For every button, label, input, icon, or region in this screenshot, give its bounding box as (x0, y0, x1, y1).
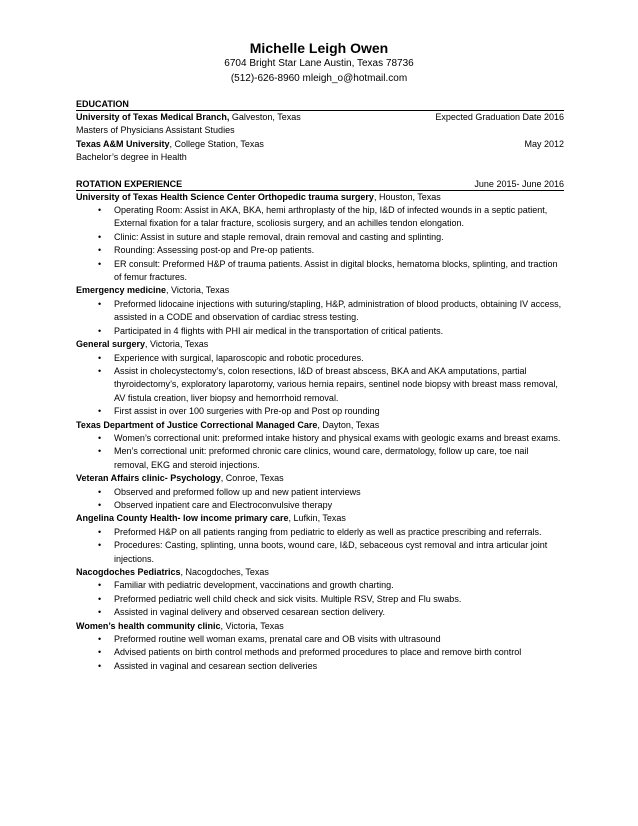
school-location: Galveston, Texas (229, 112, 301, 122)
rotation-title-line (76, 191, 564, 204)
rotation-location: , Houston, Texas (373, 191, 441, 202)
rotation-title-line (76, 419, 564, 432)
education-heading-label: EDUCATION (76, 99, 129, 109)
rotation-title-line (76, 472, 564, 485)
education-date: May 2012 (524, 138, 564, 149)
rotation-entry (76, 284, 564, 338)
rotation-title: Women’s health community clinic (76, 620, 221, 631)
rotation-location: , Conroe, Texas (220, 473, 284, 484)
list-item: • Preformed lidocaine injections with suturing/stapling, H&P, administration of blood products, obtaining IV access, assisted in a CODE and observation of cardiac stress testing. (76, 298, 564, 325)
rotation-bullets (76, 526, 564, 566)
list-item: • Men’s correctional unit: preformed chronic care clinics, wound care, dermatology, follow up care, toe nail removal, EKG and steroid injections. (76, 445, 564, 472)
list-item: • Operating Room: Assist in AKA, BKA, hemi arthroplasty of the hip, I&D of infected wounds in a septic patient, External fixation for a talar fracture, scoliosis surgery, and an achilles tendon elongation. (76, 204, 564, 231)
education-heading (76, 98, 564, 111)
rotation-heading (76, 178, 564, 191)
list-item: • Preformed H&P on all patients ranging from pediatric to elderly as well as practice prescribing and referrals. (76, 526, 564, 539)
list-item: • First assist in over 100 surgeries with Pre-op and Post op rounding (76, 405, 564, 418)
rotation-title: Nacogdoches Pediatrics (76, 567, 181, 577)
rotation-list (76, 191, 564, 674)
list-item: • Observed and preformed follow up and new patient interviews (76, 486, 564, 499)
rotation-title-line (76, 620, 564, 633)
rotation-heading-label: ROTATION EXPERIENCE (76, 178, 183, 189)
rotation-bullets (76, 298, 564, 338)
rotation-bullets (76, 633, 564, 673)
list-item: • Assist in cholecystectomy’s, colon resections, I&D of breast abscess, BKA and AKA amputations, partial thyroidectomy’s, exploratory laparotomy, various hernia repairs, sentinel node biopsy with breast mass removal, AV fistula creation, liver biopsy and hemorrhoid removal. (76, 365, 564, 405)
rotation-entry (76, 338, 564, 418)
rotation-entry (76, 620, 564, 674)
school-name: Texas A&M University (76, 138, 170, 149)
rotation-bullets (76, 579, 564, 619)
rotation-dates: June 2015- June 2016 (474, 178, 564, 189)
rotation-title-line (76, 284, 564, 297)
rotation-bullets (76, 204, 564, 284)
list-item: • Assisted in vaginal delivery and observed cesarean section delivery. (76, 606, 564, 619)
list-item: • Preformed pediatric well child check and sick visits. Multiple RSV, Strep and Flu swabs. (76, 593, 564, 606)
list-item: • Observed inpatient care and Electroconvulsive therapy (76, 499, 564, 512)
education-date: Expected Graduation Date 2016 (435, 112, 564, 122)
rotation-entry (76, 419, 564, 473)
list-item: • Advised patients on birth control methods and preformed procedures to place and remove birth control (76, 646, 564, 659)
rotation-title: General surgery (76, 339, 146, 350)
rotation-bullets (76, 486, 564, 513)
rotation-title-line (76, 338, 564, 351)
list-item: • Procedures: Casting, splinting, unna boots, wound care, I&D, sebaceous cyst removal and intra articular joint injections. (76, 539, 564, 566)
list-item: • Familiar with pediatric development, vaccinations and growth charting. (76, 579, 564, 592)
rotation-title: Emergency medicine (76, 285, 167, 296)
rotation-location: , Dayton, Texas (317, 419, 380, 430)
list-item: • Clinic: Assist in suture and staple removal, drain removal and casting and splinting. (76, 231, 564, 244)
rotation-title-line (76, 566, 564, 579)
rotation-title: Angelina County Health- low income primary care (76, 513, 289, 524)
list-item: • ER consult: Preformed H&P of trauma patients. Assist in digital blocks, hematoma blocks, splinting, and traction of femur fractures. (76, 258, 564, 285)
rotation-title-line (76, 512, 564, 525)
education-entry (76, 138, 564, 165)
contact-info: (512)-626-8960 mleigh_o@hotmail.com (230, 73, 408, 84)
rotation-title: Veteran Affairs clinic- Psychology (76, 473, 221, 484)
rotation-entry (76, 472, 564, 512)
resume-name: Michelle Leigh Owen (249, 40, 389, 56)
list-item: • Preformed routine well woman exams, prenatal care and OB visits with ultrasound (76, 633, 564, 646)
rotation-bullets (76, 352, 564, 419)
list-item: • Assisted in vaginal and cesarean section deliveries (76, 660, 564, 673)
list-item: • Participated in 4 flights with PHI air medical in the transportation of critical patients. (76, 325, 564, 338)
list-item: • Women’s correctional unit: preformed intake history and physical exams with geologic exams and breast exams. (76, 432, 564, 445)
rotation-location: , Victoria, Texas (220, 620, 284, 631)
list-item: • Rounding: Assessing post-op and Pre-op patients. (76, 244, 564, 257)
rotation-bullets (76, 432, 564, 472)
degree: Masters of Physicians Assistant Studies (76, 125, 235, 136)
rotation-location: , Lufkin, Texas (288, 513, 346, 524)
degree: Bachelor’s degree in Health (76, 152, 187, 163)
school-name: University of Texas Medical Branch, (76, 112, 230, 122)
rotation-location: , Nacogdoches, Texas (180, 567, 269, 577)
resume-body (76, 98, 564, 673)
rotation-location: , Victoria, Texas (166, 285, 230, 296)
education-entry (76, 111, 564, 138)
address: 6704 Bright Star Lane Austin, Texas 78736 (224, 58, 414, 69)
list-item: • Experience with surgical, laparoscopic and robotic procedures. (76, 352, 564, 365)
rotation-title: University of Texas Health Science Center Orthopedic trauma surgery (76, 191, 374, 202)
rotation-title: Texas Department of Justice Correctional Managed Care (76, 419, 318, 430)
rotation-entry (76, 512, 564, 566)
rotation-entry (76, 191, 564, 285)
rotation-location: , Victoria, Texas (145, 339, 209, 350)
rotation-entry (76, 566, 564, 620)
school-location: , College Station, Texas (169, 138, 264, 149)
